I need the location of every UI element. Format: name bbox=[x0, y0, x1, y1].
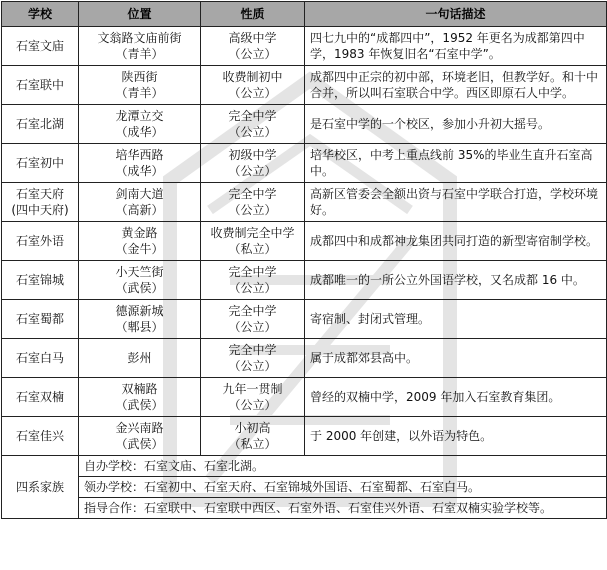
school-name: 石室外语 bbox=[2, 222, 79, 261]
school-type: 完全中学 （公立） bbox=[201, 183, 305, 222]
school-type: 高级中学 （公立） bbox=[201, 27, 305, 66]
school-description: 曾经的双楠中学，2009 年加入石室教育集团。 bbox=[305, 378, 607, 417]
table-row bbox=[2, 417, 607, 456]
school-description: 属于成都郊县高中。 bbox=[305, 339, 607, 378]
school-location: 剑南大道 （高新） bbox=[79, 183, 201, 222]
table-row bbox=[2, 261, 607, 300]
school-description: 成都四中正宗的初中部，环境老旧，但教学好。和十中合并，所以叫石室联合中学。西区即原石人中学。 bbox=[305, 66, 607, 105]
school-name: 石室天府 (四中天府) bbox=[2, 183, 79, 222]
school-name: 石室双楠 bbox=[2, 378, 79, 417]
table-row bbox=[2, 66, 607, 105]
table-row bbox=[2, 222, 607, 261]
table-row bbox=[2, 339, 607, 378]
header-description: 一句话描述 bbox=[305, 2, 607, 27]
school-type: 完全中学 （公立） bbox=[201, 105, 305, 144]
school-name: 石室蜀都 bbox=[2, 300, 79, 339]
family-line-guided: 指导合作：石室联中、石室联中西区、石室外语、石室佳兴外语、石室双楠实验学校等。 bbox=[79, 498, 607, 519]
school-name: 石室初中 bbox=[2, 144, 79, 183]
school-name: 石室文庙 bbox=[2, 27, 79, 66]
school-description: 是石室中学的一个校区，参加小升初大摇号。 bbox=[305, 105, 607, 144]
school-location: 龙潭立交 （成华） bbox=[79, 105, 201, 144]
table-row bbox=[2, 300, 607, 339]
family-label: 四系家族 bbox=[2, 456, 79, 519]
header-row bbox=[2, 2, 607, 27]
school-location: 培华西路 （成华） bbox=[79, 144, 201, 183]
school-description: 于 2000 年创建，以外语为特色。 bbox=[305, 417, 607, 456]
school-name: 石室锦城 bbox=[2, 261, 79, 300]
family-row bbox=[2, 456, 607, 477]
school-location: 黄金路 （金牛） bbox=[79, 222, 201, 261]
school-name: 石室联中 bbox=[2, 66, 79, 105]
table-row bbox=[2, 105, 607, 144]
school-location: 文翁路文庙前街 （青羊） bbox=[79, 27, 201, 66]
school-table bbox=[1, 1, 607, 519]
school-location: 金兴南路 （武侯） bbox=[79, 417, 201, 456]
school-location: 双楠路 （武侯） bbox=[79, 378, 201, 417]
table-row bbox=[2, 144, 607, 183]
school-type: 完全中学 （公立） bbox=[201, 300, 305, 339]
school-type: 收费制初中 （公立） bbox=[201, 66, 305, 105]
school-location: 彭州 bbox=[79, 339, 201, 378]
school-description: 高新区管委会全额出资与石室中学联合打造，学校环境好。 bbox=[305, 183, 607, 222]
school-location: 小天竺街 （武侯） bbox=[79, 261, 201, 300]
family-row bbox=[2, 477, 607, 498]
table-row bbox=[2, 378, 607, 417]
school-name: 石室白马 bbox=[2, 339, 79, 378]
family-line-led: 领办学校：石室初中、石室天府、石室锦城外国语、石室蜀都、石室白马。 bbox=[79, 477, 607, 498]
school-type: 九年一贯制 （公立） bbox=[201, 378, 305, 417]
school-name: 石室佳兴 bbox=[2, 417, 79, 456]
school-type: 初级中学 （公立） bbox=[201, 144, 305, 183]
school-description: 寄宿制、封闭式管理。 bbox=[305, 300, 607, 339]
school-description: 培华校区，中考上重点线前 35%的毕业生直升石室高中。 bbox=[305, 144, 607, 183]
school-type: 完全中学 （公立） bbox=[201, 339, 305, 378]
school-description: 四七九中的“成都四中”，1952 年更名为成都第四中学，1983 年恢复旧名“石室中学”。 bbox=[305, 27, 607, 66]
family-row bbox=[2, 498, 607, 519]
school-location: 德源新城 （郫县） bbox=[79, 300, 201, 339]
table-row bbox=[2, 27, 607, 66]
header-location: 位置 bbox=[79, 2, 201, 27]
family-line-self-run: 自办学校：石室文庙、石室北湖。 bbox=[79, 456, 607, 477]
header-school: 学校 bbox=[2, 2, 79, 27]
school-type: 收费制完全中学 （私立） bbox=[201, 222, 305, 261]
school-type: 小初高 （私立） bbox=[201, 417, 305, 456]
table-row bbox=[2, 183, 607, 222]
school-location: 陕西街 （青羊） bbox=[79, 66, 201, 105]
school-type: 完全中学 （公立） bbox=[201, 261, 305, 300]
header-type: 性质 bbox=[201, 2, 305, 27]
school-description: 成都四中和成都神龙集团共同打造的新型寄宿制学校。 bbox=[305, 222, 607, 261]
school-name: 石室北湖 bbox=[2, 105, 79, 144]
school-description: 成都唯一的一所公立外国语学校，又名成都 16 中。 bbox=[305, 261, 607, 300]
